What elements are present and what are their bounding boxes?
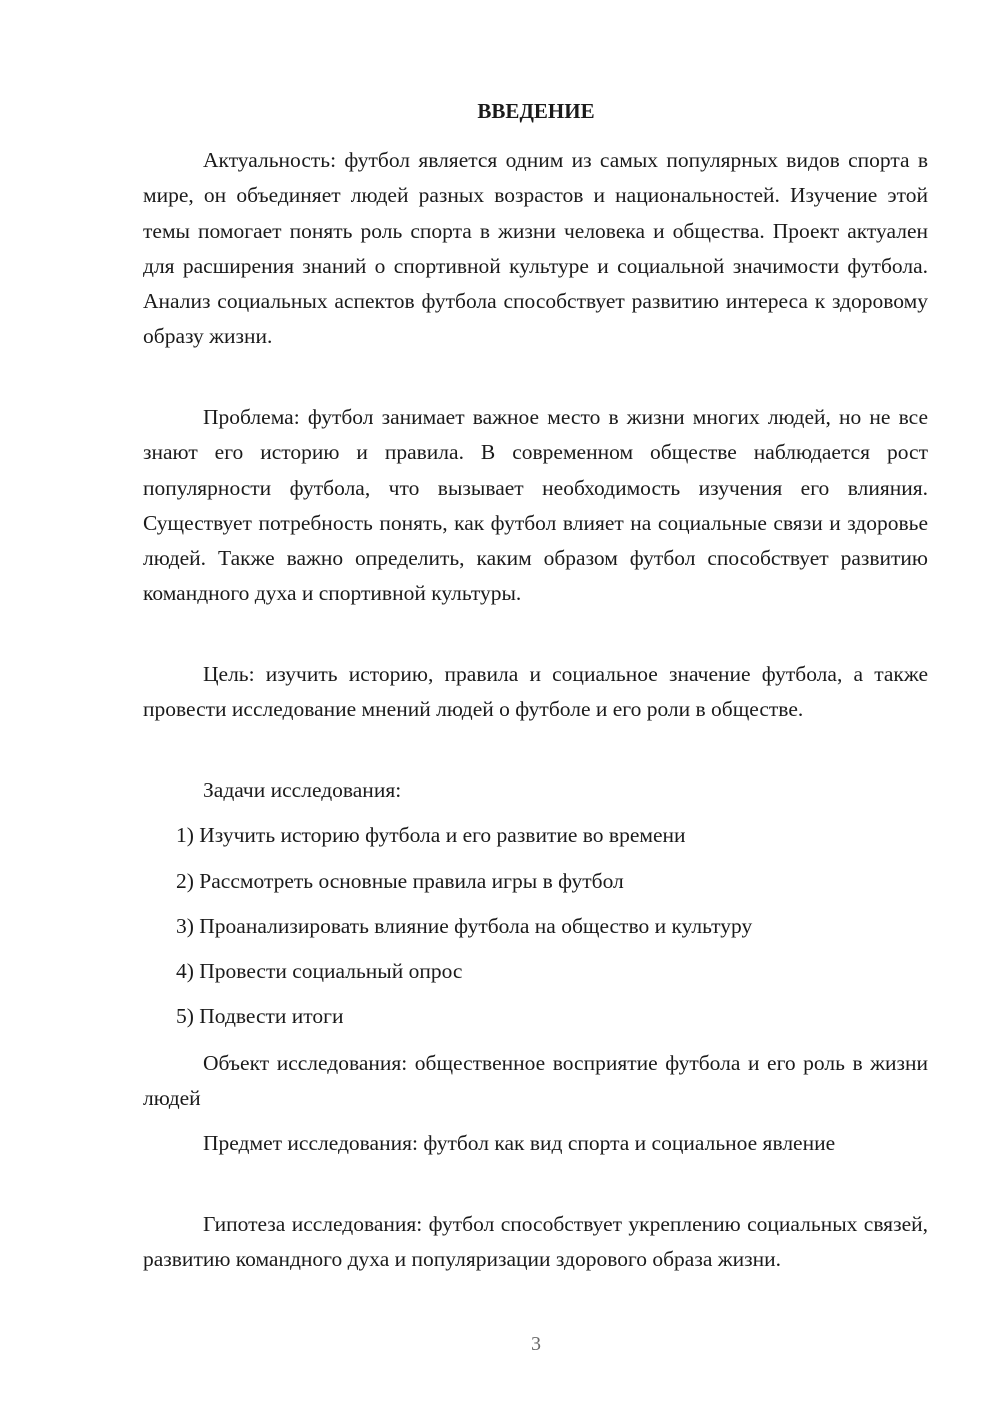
problem-paragraph: Проблема: футбол занимает важное место в жизни многих людей, но не все знают его историю и правила. В современном обществе наблюдается рост популярности футбола, что вызывает необходимость изучения его влияния. Существует потребность понять, как футбол влияет на социальные связи и здоровье людей. Также важно определить, каким образом футбол способствует развитию командного духа и спортивной культуры. — [143, 405, 928, 606]
task-item: 3) Проанализировать влияние футбола на общество и культуру — [176, 914, 753, 938]
task-item: 5) Подвести итоги — [176, 1004, 344, 1028]
section-heading: ВВЕДЕНИЕ — [477, 99, 595, 123]
goal-paragraph: Цель: изучить историю, правила и социальное значение футбола, а также провести исследование мнений людей о футболе и его роли в обществе. — [143, 662, 928, 722]
task-item: 2) Рассмотреть основные правила игры в футбол — [176, 869, 624, 893]
relevance-paragraph: Актуальность: футбол является одним из самых популярных видов спорта в мире, он объединяет людей разных возрастов и национальностей. Изучение этой темы помогает понять роль спорта в жизни человека и общества. Проект актуален для расширения знаний о спортивной культуре и социальной значимости футбола. Анализ социальных аспектов футбола способствует развитию интереса к здоровому образу жизни. — [143, 148, 928, 349]
task-item: 1) Изучить историю футбола и его развитие во времени — [176, 823, 686, 847]
tasks-label: Задачи исследования: — [203, 778, 402, 802]
hypothesis-paragraph: Гипотеза исследования: футбол способствует укреплению социальных связей, развитию командного духа и популяризации здорового образа жизни. — [143, 1212, 928, 1272]
page-number: 3 — [531, 1333, 541, 1355]
object-paragraph: Объект исследования: общественное восприятие футбола и его роль в жизни людей — [143, 1051, 928, 1111]
task-item: 4) Провести социальный опрос — [176, 959, 463, 983]
subject-paragraph: Предмет исследования: футбол как вид спорта и социальное явление — [203, 1131, 836, 1155]
